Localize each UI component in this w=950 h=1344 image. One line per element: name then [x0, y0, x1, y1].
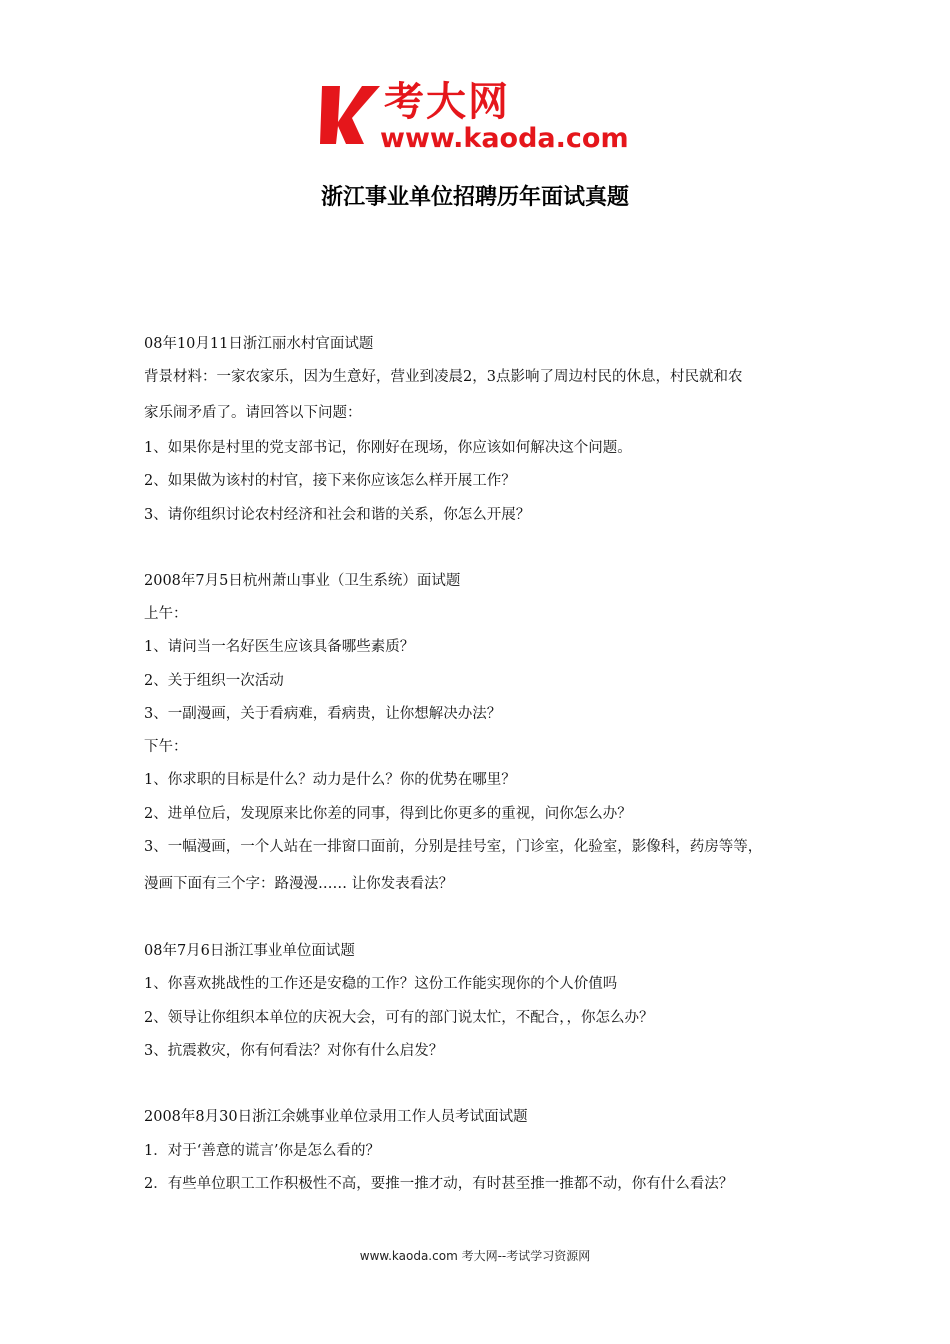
question-line: 3、一幅漫画，一个人站在一排窗口面前，分别是挂号室，门诊室，化验室，影像科，药房等等，	[144, 839, 763, 855]
section-heading: 08年7月6日浙江事业单位面试题	[144, 943, 355, 959]
question-line: 2．有些单位职工工作积极性不高，要推一推才动，有时甚至推一推都不动，你有什么看法？	[144, 1176, 734, 1192]
question-line: 1．对于‘善意的谎言’你是怎么看的？	[144, 1143, 380, 1159]
question-line: 2、关于组织一次活动	[144, 673, 284, 689]
logo-url-text: www.kaoda.com	[380, 123, 629, 154]
section-heading: 2008年8月30日浙江余姚事业单位录用工作人员考试面试题	[144, 1109, 528, 1125]
question-line: 2、领导让你组织本单位的庆祝大会，可有的部门说太忙，不配合，，你怎么办？	[144, 1010, 654, 1026]
section-heading: 2008年7月5日杭州萧山事业（卫生系统）面试题	[144, 573, 461, 589]
question-line: 2、进单位后，发现原来比你差的同事，得到比你更多的重视，问你怎么办？	[144, 806, 632, 822]
question-line: 3、一副漫画，关于看病难，看病贵，让你想解决办法？	[144, 706, 502, 722]
text-line: 漫画下面有三个字：路漫漫…… 让你发表看法？	[144, 876, 454, 892]
question-line: 3、抗震救灾，你有何看法？对你有什么启发？	[144, 1043, 444, 1059]
text-line: 上午：	[144, 606, 188, 622]
question-line: 1、你喜欢挑战性的工作还是安稳的工作？这份工作能实现你的个人价值吗	[144, 976, 618, 992]
document-title: 浙江事业单位招聘历年面试真题	[320, 185, 629, 210]
question-line: 2、如果做为该村的村官，接下来你应该怎么样开展工作？	[144, 473, 516, 489]
question-line: 1、你求职的目标是什么？动力是什么？你的优势在哪里？	[144, 772, 516, 788]
text-line: 背景材料：一家农家乐，因为生意好，营业到凌晨2，3点影响了周边村民的休息，村民就和农	[144, 369, 743, 385]
text-line: 家乐闹矛盾了。请回答以下问题：	[144, 405, 362, 421]
question-line: 1、如果你是村里的党支部书记，你刚好在现场，你应该如何解决这个问题。	[144, 440, 632, 456]
question-line: 3、请你组织讨论农村经济和社会和谐的关系，你怎么开展？	[144, 507, 531, 523]
page-footer: www.kaoda.com 考大网--考试学习资源网	[359, 1249, 591, 1263]
kaoda-logo	[318, 78, 638, 158]
k-logo-icon	[318, 82, 382, 148]
text-line: 下午：	[144, 739, 188, 755]
section-heading: 08年10月11日浙江丽水村官面试题	[144, 336, 374, 352]
logo-cn-text: 考大网	[384, 79, 510, 125]
question-line: 1、请问当一名好医生应该具备哪些素质？	[144, 639, 415, 655]
